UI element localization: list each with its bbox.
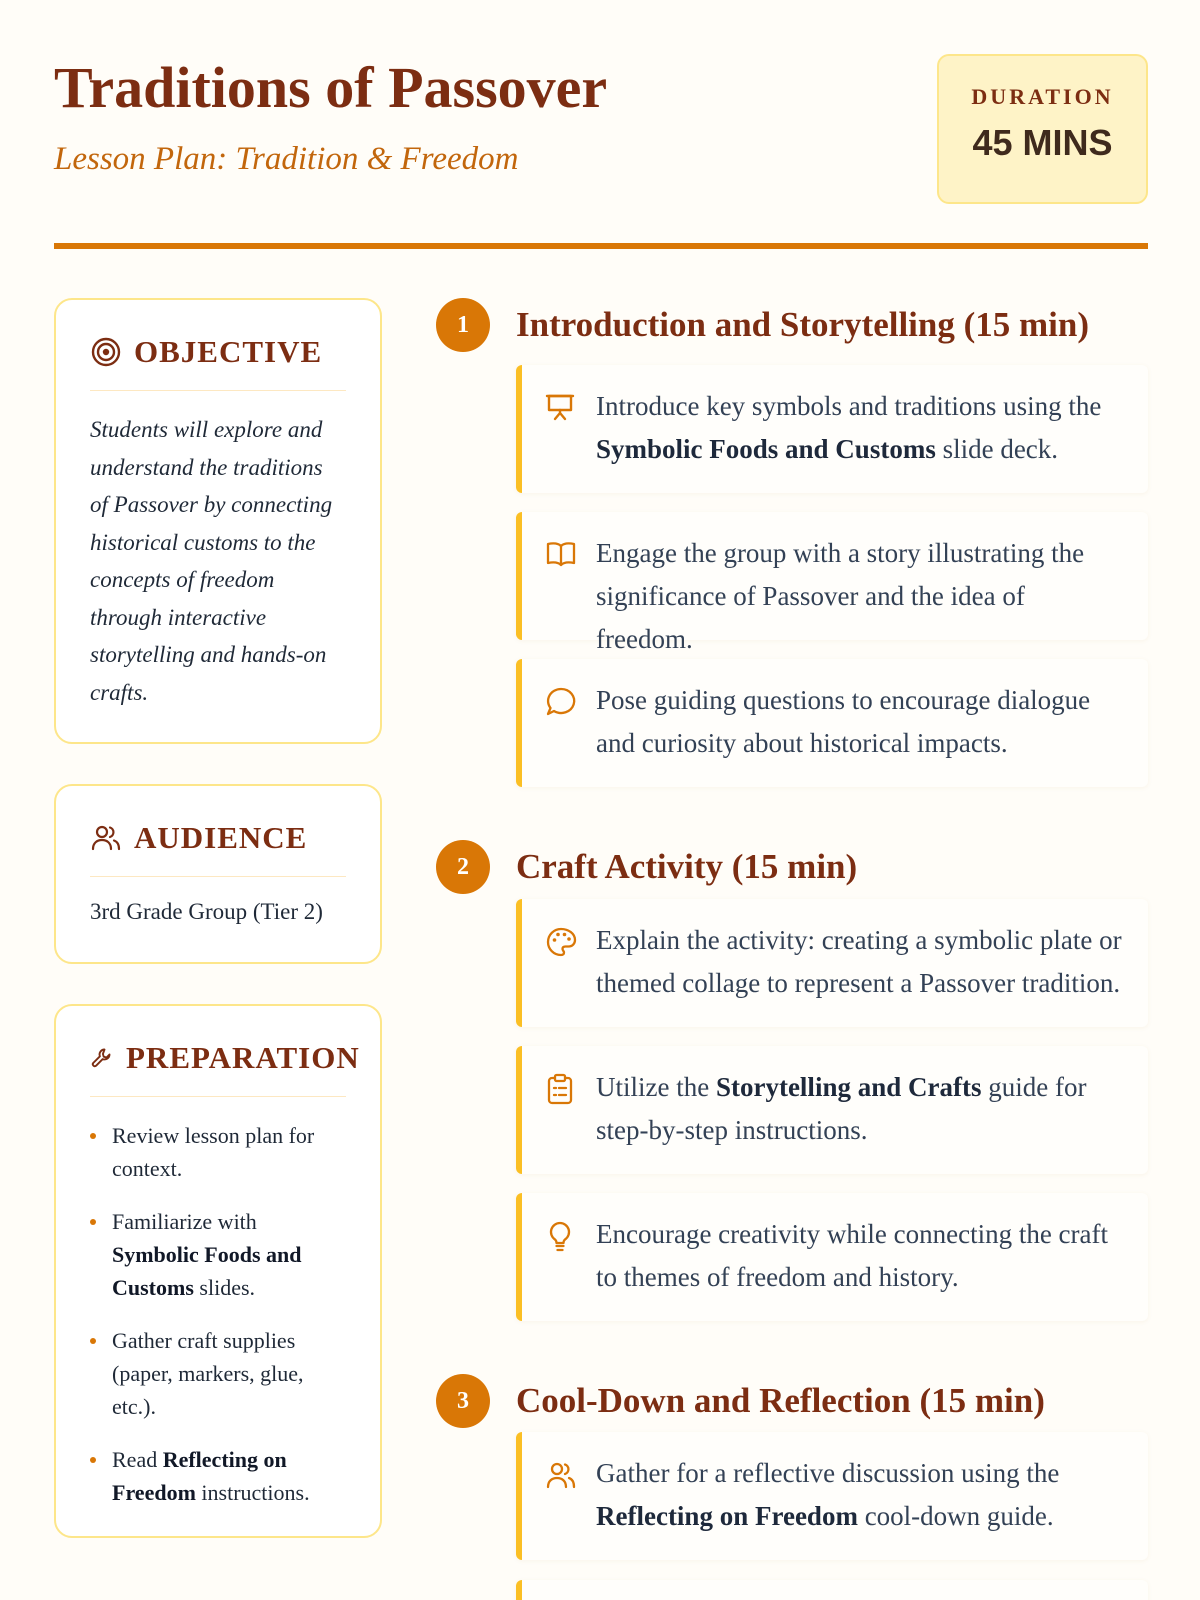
users-icon bbox=[90, 822, 122, 854]
step-card bbox=[516, 659, 1148, 787]
section-number: 2 bbox=[436, 840, 490, 894]
section-header bbox=[436, 840, 857, 894]
step-text: Utilize the Storytelling and Crafts guide for step-by-step instructions. bbox=[596, 1072, 1087, 1145]
objective-title: OBJECTIVE bbox=[134, 334, 323, 369]
duration-badge bbox=[937, 54, 1148, 204]
step-card-partial bbox=[516, 1580, 1148, 1600]
audience-text: 3rd Grade Group (Tier 2) bbox=[90, 899, 323, 924]
target-icon bbox=[90, 336, 122, 368]
audience-card bbox=[54, 784, 382, 964]
header bbox=[54, 54, 1148, 204]
users-icon bbox=[545, 1459, 577, 1491]
preparation-card bbox=[54, 1004, 382, 1538]
page-subtitle: Lesson Plan: Tradition & Freedom bbox=[54, 141, 519, 177]
audience-title: AUDIENCE bbox=[134, 820, 308, 855]
section-title: Cool-Down and Reflection (15 min) bbox=[516, 1381, 1045, 1420]
step-text: Explain the activity: creating a symbolic plate or themed collage to represent a Passover tradition. bbox=[596, 925, 1122, 998]
list-item: Review lesson plan for context. bbox=[90, 1119, 346, 1185]
list-item: Gather craft supplies (paper, markers, glue, etc.). bbox=[90, 1324, 346, 1423]
step-card bbox=[516, 899, 1148, 1027]
presentation-icon bbox=[545, 392, 575, 422]
wrench-icon bbox=[90, 1046, 114, 1070]
step-card bbox=[516, 365, 1148, 493]
step-text: Engage the group with a story illustrating the significance of Passover and the idea of freedom. bbox=[596, 538, 1085, 654]
palette-icon bbox=[545, 926, 577, 958]
section-header bbox=[436, 298, 1089, 352]
duration-label: DURATION bbox=[971, 84, 1114, 109]
list-item: Familiarize with Symbolic Foods and Customs slides. bbox=[90, 1205, 346, 1304]
step-card bbox=[516, 1046, 1148, 1174]
step-card bbox=[516, 1432, 1148, 1560]
objective-card bbox=[54, 298, 382, 744]
section-title: Craft Activity (15 min) bbox=[516, 847, 858, 886]
step-text: Encourage creativity while connecting the craft to themes of freedom and history. bbox=[596, 1219, 1109, 1292]
section-header bbox=[436, 1374, 1045, 1428]
step-card bbox=[516, 512, 1148, 654]
step-text: Introduce key symbols and traditions using the Symbolic Foods and Customs slide deck. bbox=[596, 391, 1102, 464]
header-divider bbox=[54, 243, 1148, 249]
step-text: Pose guiding questions to encourage dialogue and curiosity about historical impacts. bbox=[596, 685, 1091, 758]
step-text: Gather for a reflective discussion using the Reflecting on Freedom cool-down guide. bbox=[596, 1458, 1060, 1531]
step-card bbox=[516, 1193, 1148, 1321]
list-item: Read Reflecting on Freedom instructions. bbox=[90, 1443, 346, 1509]
objective-text: Students will explore and understand the traditions of Passover by connecting historical customs to the concepts of freedom through interactive storytelling and hands-on crafts. bbox=[90, 417, 333, 705]
chat-icon bbox=[545, 686, 577, 718]
page-title: Traditions of Passover bbox=[54, 55, 608, 120]
section-number: 3 bbox=[436, 1374, 490, 1428]
book-icon bbox=[545, 539, 577, 569]
lightbulb-icon bbox=[545, 1220, 575, 1252]
preparation-title: PREPARATION bbox=[126, 1040, 360, 1075]
preparation-list bbox=[90, 1119, 346, 1509]
section-title: Introduction and Storytelling (15 min) bbox=[516, 305, 1090, 344]
section-number: 1 bbox=[436, 298, 490, 352]
clipboard-icon bbox=[545, 1073, 575, 1105]
duration-value: 45 MINS bbox=[972, 122, 1113, 163]
